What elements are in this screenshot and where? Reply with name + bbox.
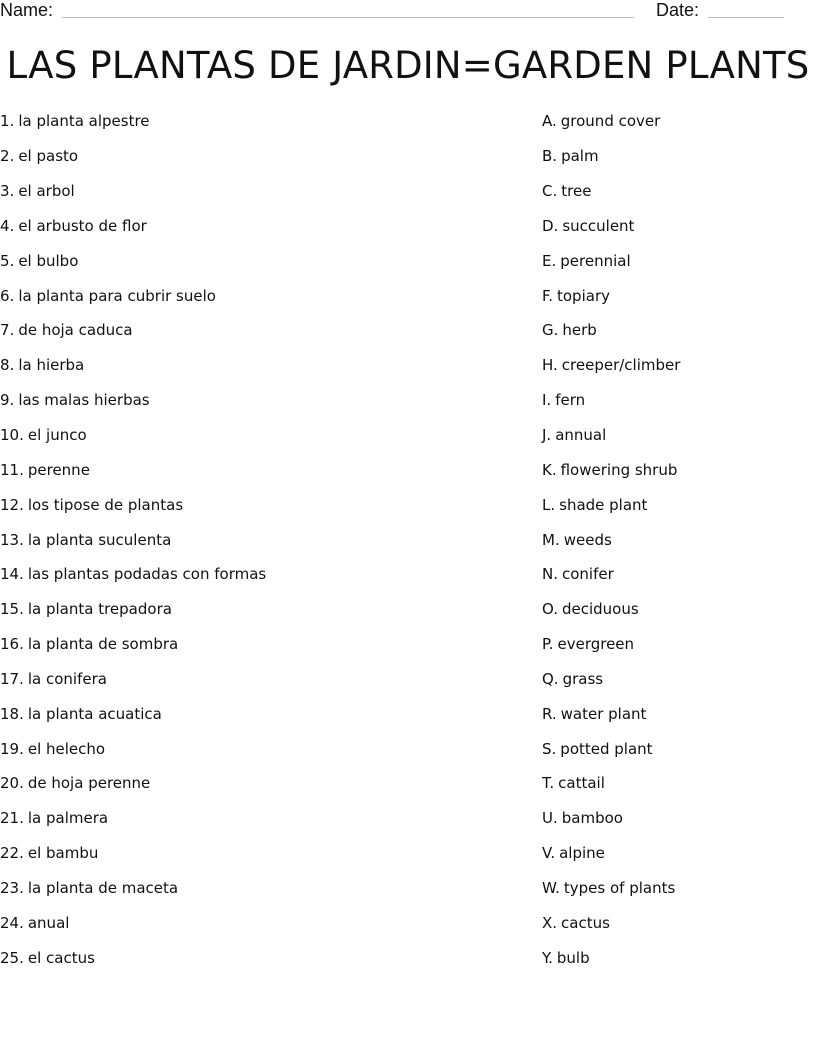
term-text: el arbol: [18, 182, 75, 201]
definition-text: perennial: [560, 251, 631, 270]
definition-marker: B.: [542, 147, 558, 166]
term-text: el junco: [27, 426, 87, 445]
term-text: el cactus: [27, 948, 95, 967]
definition-marker: L.: [542, 495, 556, 514]
definition-marker: E.: [542, 251, 557, 270]
definition-marker: N.: [542, 565, 558, 584]
definition-text: topiary: [557, 286, 610, 305]
term-item: [0, 348, 500, 383]
term-text: la planta de sombra: [27, 635, 179, 654]
definition-item: [542, 383, 802, 418]
term-text: la planta suculenta: [27, 530, 172, 549]
term-marker: 9.: [0, 391, 15, 410]
definition-text: alpine: [559, 844, 605, 863]
definition-item: [542, 871, 802, 906]
definition-marker: G.: [542, 321, 559, 340]
term-text: la planta alpestre: [18, 112, 150, 131]
definition-item: [542, 278, 802, 313]
term-item: [0, 452, 500, 487]
definition-marker: W.: [542, 878, 560, 897]
definition-marker: P.: [542, 635, 554, 654]
definition-marker: D.: [542, 216, 559, 235]
definition-item: [542, 209, 802, 244]
definition-text: deciduous: [561, 600, 639, 619]
definition-text: shade plant: [559, 495, 648, 514]
term-item: [0, 104, 500, 139]
matching-columns: [0, 104, 816, 984]
term-text: perenne: [27, 460, 90, 479]
definition-item: [542, 557, 802, 592]
definition-marker: A.: [542, 112, 557, 131]
term-marker: 5.: [0, 251, 15, 270]
term-item: [0, 313, 500, 348]
definition-item: [542, 592, 802, 627]
term-marker: 18.: [0, 704, 24, 723]
term-marker: 19.: [0, 739, 24, 758]
term-text: de hoja caduca: [18, 321, 133, 340]
term-marker: 6.: [0, 286, 15, 305]
definition-item: [542, 348, 802, 383]
term-text: la palmera: [27, 809, 109, 828]
definition-item: [542, 766, 802, 801]
term-marker: 8.: [0, 356, 15, 375]
term-text: la hierba: [18, 356, 85, 375]
definition-marker: Q.: [542, 669, 559, 688]
term-item: [0, 905, 500, 940]
term-marker: 10.: [0, 426, 24, 445]
definition-item: [542, 487, 802, 522]
definition-marker: R.: [542, 704, 557, 723]
definition-text: ground cover: [560, 112, 661, 131]
term-marker: 3.: [0, 182, 15, 201]
term-text: el arbusto de flor: [18, 216, 147, 235]
term-text: la planta acuatica: [27, 704, 162, 723]
definition-marker: V.: [542, 844, 556, 863]
definition-text: succulent: [562, 216, 635, 235]
term-marker: 25.: [0, 948, 24, 967]
term-marker: 1.: [0, 112, 15, 131]
definition-marker: F.: [542, 286, 553, 305]
definition-marker: S.: [542, 739, 557, 758]
term-text: la planta de maceta: [27, 878, 179, 897]
name-label: Name:: [0, 0, 54, 20]
definition-item: [542, 696, 802, 731]
definition-item: [542, 731, 802, 766]
term-marker: 20.: [0, 774, 24, 793]
spanish-terms-list: [0, 104, 500, 975]
term-item: [0, 662, 500, 697]
term-item: [0, 487, 500, 522]
term-item: [0, 418, 500, 453]
term-marker: 17.: [0, 669, 24, 688]
worksheet-header: [0, 0, 816, 24]
definition-marker: U.: [542, 809, 558, 828]
definition-item: [542, 104, 802, 139]
term-item: [0, 731, 500, 766]
definition-item: [542, 452, 802, 487]
definition-item: [542, 139, 802, 174]
definition-text: potted plant: [560, 739, 653, 758]
definition-item: [542, 940, 802, 975]
definition-item: [542, 801, 802, 836]
definition-marker: O.: [542, 600, 558, 619]
definition-item: [542, 662, 802, 697]
definition-text: evergreen: [557, 635, 635, 654]
definition-text: creeper/climber: [561, 356, 681, 375]
term-marker: 21.: [0, 809, 24, 828]
definition-item: [542, 522, 802, 557]
definition-text: palm: [561, 147, 599, 166]
definition-text: annual: [555, 426, 607, 445]
term-item: [0, 836, 500, 871]
definition-item: [542, 243, 802, 278]
definition-marker: C.: [542, 182, 558, 201]
definition-marker: T.: [542, 774, 555, 793]
term-text: las malas hierbas: [18, 391, 150, 410]
worksheet-title: LAS PLANTAS DE JARDIN=GARDEN PLANTS: [6, 44, 810, 87]
definition-marker: I.: [542, 391, 552, 410]
term-item: [0, 278, 500, 313]
term-marker: 23.: [0, 878, 24, 897]
definition-marker: J.: [542, 426, 552, 445]
definition-marker: Y.: [542, 948, 553, 967]
definition-text: grass: [562, 669, 604, 688]
definition-item: [542, 905, 802, 940]
term-item: [0, 557, 500, 592]
term-marker: 7.: [0, 321, 15, 340]
definition-text: flowering shrub: [560, 460, 678, 479]
definition-text: conifer: [562, 565, 614, 584]
term-marker: 16.: [0, 635, 24, 654]
definition-text: cactus: [561, 913, 610, 932]
definition-text: tree: [561, 182, 592, 201]
definition-marker: X.: [542, 913, 558, 932]
term-text: el pasto: [18, 147, 79, 166]
term-item: [0, 139, 500, 174]
term-item: [0, 696, 500, 731]
date-blank-line: [708, 17, 784, 18]
definition-item: [542, 418, 802, 453]
term-marker: 15.: [0, 600, 24, 619]
definition-item: [542, 836, 802, 871]
definition-text: herb: [562, 321, 597, 340]
definition-text: water plant: [560, 704, 647, 723]
term-marker: 2.: [0, 147, 15, 166]
term-text: la conifera: [27, 669, 107, 688]
term-text: el bambu: [27, 844, 99, 863]
definition-text: fern: [555, 391, 586, 410]
term-item: [0, 766, 500, 801]
term-text: la planta trepadora: [27, 600, 172, 619]
definition-marker: H.: [542, 356, 558, 375]
definition-marker: K.: [542, 460, 557, 479]
term-marker: 14.: [0, 565, 24, 584]
term-item: [0, 801, 500, 836]
definition-marker: M.: [542, 530, 560, 549]
term-marker: 12.: [0, 495, 24, 514]
term-text: las plantas podadas con formas: [27, 565, 267, 584]
term-item: [0, 243, 500, 278]
term-item: [0, 209, 500, 244]
definition-item: [542, 174, 802, 209]
term-item: [0, 522, 500, 557]
term-marker: 24.: [0, 913, 24, 932]
definition-text: bulb: [556, 948, 590, 967]
term-text: de hoja perenne: [27, 774, 151, 793]
term-text: la planta para cubrir suelo: [18, 286, 216, 305]
term-marker: 13.: [0, 530, 24, 549]
definition-text: types of plants: [563, 878, 676, 897]
definition-text: bamboo: [561, 809, 623, 828]
term-item: [0, 592, 500, 627]
term-text: anual: [27, 913, 70, 932]
term-item: [0, 174, 500, 209]
term-marker: 4.: [0, 216, 15, 235]
definition-text: weeds: [563, 530, 612, 549]
term-item: [0, 627, 500, 662]
definition-item: [542, 627, 802, 662]
term-text: los tipose de plantas: [27, 495, 184, 514]
term-item: [0, 871, 500, 906]
english-definitions-list: [542, 104, 802, 975]
term-item: [0, 383, 500, 418]
definition-item: [542, 313, 802, 348]
definition-text: cattail: [558, 774, 605, 793]
date-label: Date:: [656, 0, 700, 20]
term-text: el bulbo: [18, 251, 79, 270]
term-marker: 22.: [0, 844, 24, 863]
term-item: [0, 940, 500, 975]
name-blank-line: [62, 17, 634, 18]
term-text: el helecho: [27, 739, 106, 758]
term-marker: 11.: [0, 460, 24, 479]
